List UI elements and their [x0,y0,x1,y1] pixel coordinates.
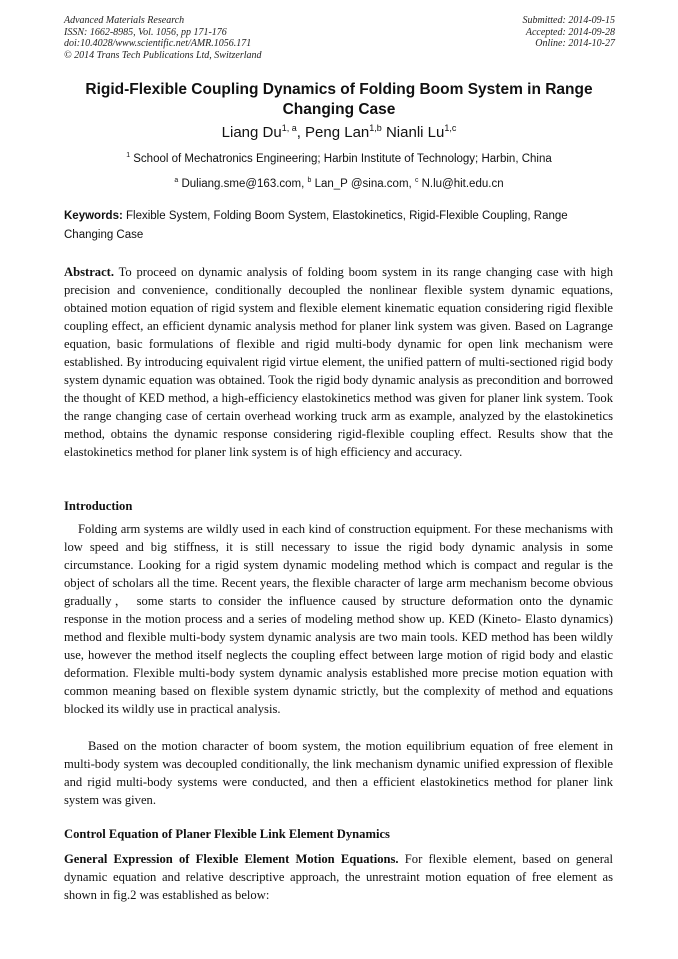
author-affil-mark: 1,b [369,123,382,133]
email-mark: c [414,177,419,185]
general-expression-paragraph [64,850,613,904]
keywords-text: Flexible System, Folding Boom System, Elastokinetics, Rigid-Flexible Coupling, Range Changing Case [64,210,568,241]
paper-title: Rigid-Flexible Coupling Dynamics of Folding Boom System in Range Changing Case [85,81,593,118]
submitted-date: Submitted: 2014-09-15 [522,15,615,26]
keywords-block [64,207,614,245]
subsection-text: For flexible element, based on general dynamic equation and relative descriptive approach, the unrestraint motion equation of free element as shown in fig.2 was established as below: [64,852,613,903]
email-address[interactable]: Lan_P @sina.com, [314,178,412,190]
affiliation-text: School of Mechatronics Engineering; Harbin Institute of Technology; Harbin, China [133,153,552,165]
author-list: Liang Du$^{1, a}$, Peng Lan$^{1,b}$ Nianli Lu$^{1,c}$ [221,123,457,141]
copyright-line: © 2014 Trans Tech Publications Ltd, Switzerland [64,49,262,61]
introduction-paragraph: Based on the motion character of boom system, the motion equilibrium equation of free element in multi-body system was decoupled conditionally, the link mechanism dynamic unified expression of flexible and rigid multi-body systems were conducted, and then a efficient elastokinetics method for planer link system was given. [64,739,613,808]
email-address[interactable]: Duliang.sme@163.com, [181,178,305,190]
journal-name: Advanced Materials Research [64,15,185,26]
abstract-label: Abstract. [64,265,115,279]
subsection-label: General Expression of Flexible Element Motion Equations. [64,852,399,866]
affiliation [64,152,614,167]
author-name: Peng Lan [305,124,370,141]
introduction-paragraph: Folding arm systems are wildly used in each kind of construction equipment. For these mechanisms with low speed and big stiffness, it is still necessary to issue the rigid body dynamic analysis in some circumstance. Looking for a rigid system dynamic modeling method which is compact and regular is the object of scholars all the time. Recent years, the flexible character of large arm mechanism become obvious gradually， some starts to consider the influence caused by structure deformation onto the dynamic response in the motion process and a series of modeling method show up. KED (Kineto- Elasto dynamics) method and flexible multi-body system dynamic analysis are two main tools. KED method has been wildly use, however the method itself neglects the coupling effect between large motion of rigid body and elastic deformation. Flexible multi-body system dynamic analysis established more precise motion equation with common meaning based on flexible system dynamic strictly, but the complexity of method and equations blocked its wildly use in practical analysis. [64,522,613,717]
email-mark: b [307,177,312,185]
email-address[interactable]: N.lu@hit.edu.cn [421,178,504,190]
email-list [64,177,614,192]
section-heading-control-equation: Control Equation of Planer Flexible Link Element Dynamics [64,827,390,841]
dates-header [523,15,616,50]
journal-header [64,15,262,61]
abstract-block [64,263,613,462]
online-date: Online: 2014-10-27 [535,38,615,49]
abstract-text: To proceed on dynamic analysis of folding boom system in its range changing case with high precision and convenience, conditionally decoupled the nonlinear flexible system dynamic equations, obtained motion equation of rigid system and flexible element kinematic equation considering rigid flexible coupling effect, an efficient dynamic analysis method for planer link system was given. Based on Lagrange equation, basic formulations of flexible and rigid multi-body dynamic for open link mechanism were established. By introducing equivalent rigid virtue element, the unified pattern of multi-sectioned rigid body system dynamic equation was obtained. Took the rigid body dynamic analysis as precondition and borrowed the thought of KED method, a high-efficiency elastokinetics method was given for planer link system. Took the range changing case of certain overhead working truck arm as example, analyzed by the elastokinetics method, obtains the dynamic response considering rigid-flexible coupling effect. Results show that the elastokinetics method for planer link system is of high efficiency and accuracy. [64,265,613,460]
accepted-date: Accepted: 2014-09-28 [525,26,615,38]
author-name: Nianli Lu [385,124,445,141]
email-mark: a [174,177,179,185]
author-affil-mark: 1,c [444,123,457,133]
affiliation-mark: 1 [126,152,131,160]
section-heading-introduction: Introduction [64,499,133,513]
author-affil-mark: 1, a [281,123,297,133]
author-name: Liang Du [221,124,282,141]
issn-line: ISSN: 1662-8985, Vol. 1056, pp 171-176 [64,26,227,38]
doi-line[interactable]: doi:10.4028/www.scientific.net/AMR.1056.171 [64,38,252,49]
keywords-label: Keywords: [64,210,123,222]
